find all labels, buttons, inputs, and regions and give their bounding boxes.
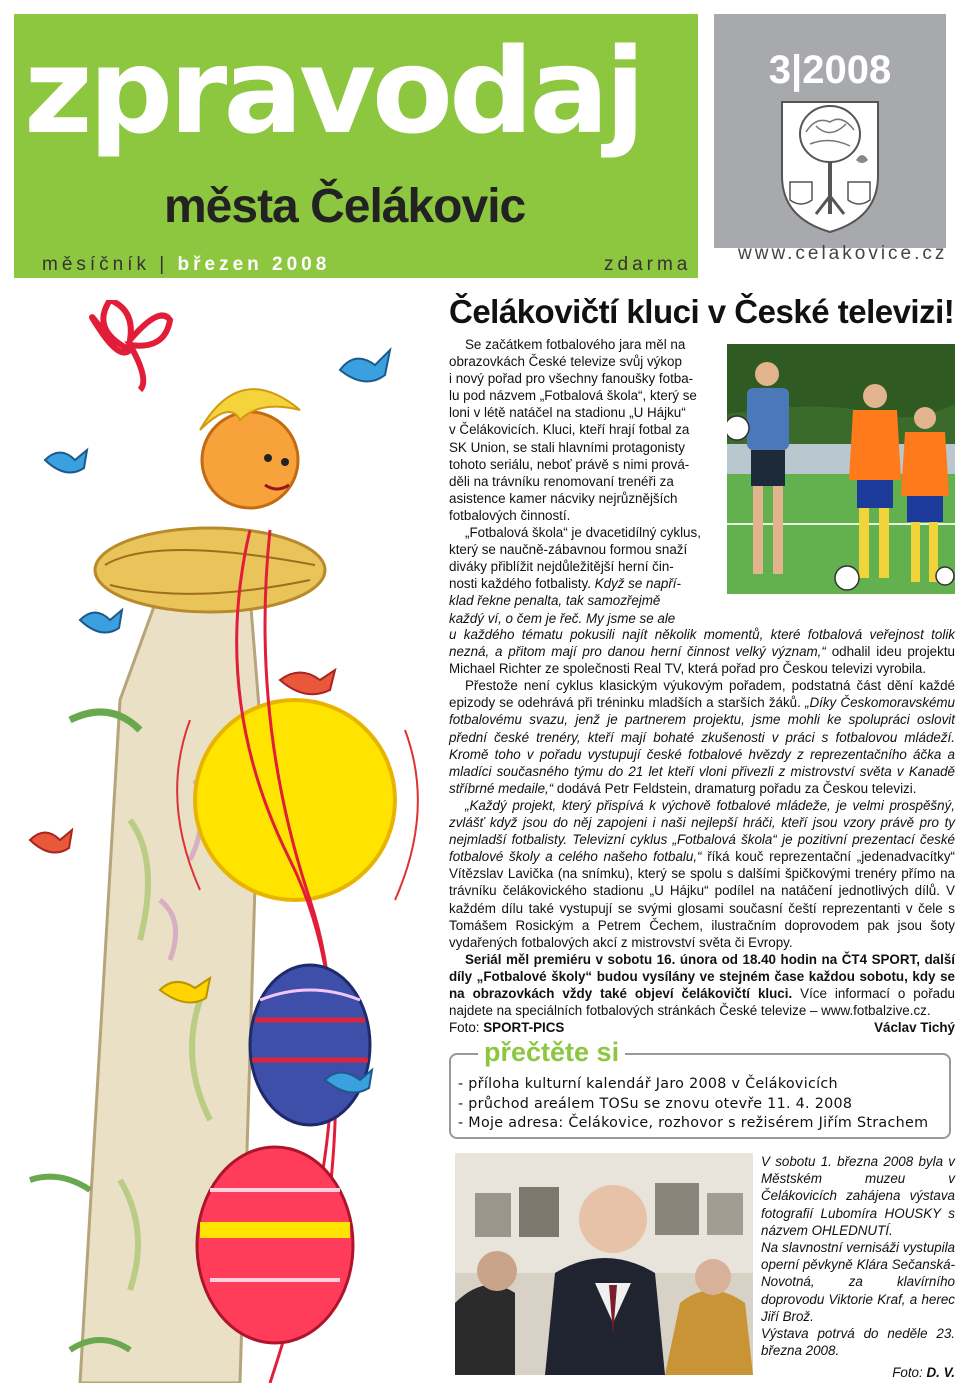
quote-span: klad řekne penalta, tak samozřejmě xyxy=(449,593,661,609)
foto-label: Foto: xyxy=(892,1365,927,1381)
caption-credit xyxy=(761,1364,955,1381)
quote-span: „Díky Českomoravskému fotbalovému svazu, jenž je partnerem projektu, jsme mohli ke spolupráci oslovit přední české trenéry, kteří mají bohaté zkušenosti v práci s fotbalovou mládeží. Kromě toho v pořadu vystupují české fotbalové hvězdy z reprezentačního áčka a mladíci současného týmu do 21 let kteří vloni přivezli z mistrovství světa v Kanadě stříbrné medaile,“ xyxy=(449,695,955,796)
masthead-periodicity xyxy=(42,254,330,276)
text-line: lu pod názvem „Fotbalová škola“, který se xyxy=(449,388,697,404)
text-line: který se naučně-zábavnou formou snaží xyxy=(449,542,688,558)
exhibition-photo xyxy=(455,1153,753,1375)
paragraph xyxy=(449,797,955,951)
text-line: tohoto seriálu, neboť právě s nimi prová- xyxy=(449,456,690,472)
text-span: odhalil ideu projektu Michael Richter ze společnosti Real TV, která pořad pro Českou televizi vyrobila. xyxy=(449,644,955,677)
text-line: děli na trávníku renomovaní trenéři za xyxy=(449,473,674,489)
text-line: obrazovkách České televize svůj výkop xyxy=(449,354,682,370)
quote-span: „Každý projekt, který přispívá k výchově fotbalové mládeže, je velmi prospěšný, zvlášť když jsou do něj zapojeni i naši nejlepší hráči, kteří jsou vzory právě pro ty nejmladší fotbalisty. Televizní cyklus „Fotbalová škola“ je pozitivní prezentací české fotbalové školy a celého našeho fotbalu,“ xyxy=(449,797,955,865)
text-span: Přestože není cyklus klasickým výukovým pořadem, podstatná část dění každé epizody se odehrává při tréninku mladších a starších žáků. xyxy=(449,678,955,711)
text-span: nosti každého fotbalisty. xyxy=(449,576,591,592)
text-line: Se začátkem fotbalového jara měl na xyxy=(465,337,686,352)
foto-credit: D. V. xyxy=(926,1365,955,1381)
issue-date: březen 2008 xyxy=(177,254,331,275)
exhibition-caption xyxy=(761,1153,955,1382)
list-item: - Moje adresa: Čelákovice, rozhovor s režisérem Jiřím Strachem xyxy=(458,1115,929,1131)
football-photo xyxy=(727,344,955,594)
coat-of-arms-icon xyxy=(776,96,884,236)
caption-paragraph: V sobotu 1. března 2008 byla v Městském muzeu v Čelákovicích zahájena výstava fotografií Lubomíra HOUSKY s názvem OHLEDNUTÍ. xyxy=(761,1154,955,1238)
masthead xyxy=(14,14,698,278)
quote-span: u každého tématu pokusili najít několik momentů, které fotbalová veřejnost tolik nezná, a přitom mají pro danou herní činnost velký význam,“ xyxy=(449,627,955,660)
quote-span: Když se napří- xyxy=(594,576,681,592)
text-span: říká kouč reprezentační „jedenadvacítky“ Vítězslav Lavička (na snímku), který se spolu s dalšími špičkovými trenéry přímo na trávníku čelákovického stadionu „U Hájku“ podílel na natáčení jednotlivých dílů. V každém dílu také vystupují se svými glosami současní čeští reprezentanti v čele s Tomášem Rosickým a Petrem Čechem, ilustračním doprovodem pak jsou šoty vydařených fotbalových akcí z mistrovství světa či Evropy. xyxy=(449,849,955,950)
bold-span: Seriál měl premiéru v sobotu 16. února od 18.40 hodin na ČT4 SPORT, další díly „Fotbalové školy“ budou vysílány ve stejném čase každou sobotu, kdy se na obrazovkách vždy také objeví čelákovičtí kluci. xyxy=(449,951,955,1001)
list-item: - průchod areálem TOSu se znovu otevře 11. 4. 2008 xyxy=(458,1095,853,1112)
issue-box xyxy=(714,14,946,248)
foto-label: Foto: xyxy=(449,1020,484,1036)
foto-credit: SPORT-PICS xyxy=(483,1020,565,1036)
text-line: asistence kamer nácviky nejrůznějších xyxy=(449,490,678,506)
paragraph xyxy=(449,677,955,797)
credits-line xyxy=(449,1019,955,1036)
text-line: i nový pořad pro všechny fanoušky fotba- xyxy=(449,371,694,387)
quote-span: každý ví, o čem je řeč. xyxy=(449,610,583,626)
article-intro xyxy=(449,336,719,627)
issue-number: 3|2008 xyxy=(768,48,892,92)
photo-credit xyxy=(449,1019,564,1036)
caption-paragraph: Na slavnostní vernisáži vystupila operní pěvkyně Klára Sečanská-Novotná, za klavírního doprovodu Viktorie Kraf, a herec Jiří Brož. xyxy=(761,1240,955,1324)
quote-span: My jsme se ale xyxy=(585,610,676,626)
monthly-label: měsíčník | xyxy=(42,254,178,275)
text-line: loni v létě natáčel na stadionu „U Hájku“ xyxy=(449,405,686,421)
read-box-title: přečtěte si xyxy=(478,1037,625,1068)
article-body xyxy=(449,626,955,1036)
article-headline: Čelákovičtí kluci v České televizi! xyxy=(449,293,955,330)
free-label: zdarma xyxy=(604,254,692,275)
text-line: fotbalových činností. xyxy=(449,507,571,523)
read-list xyxy=(458,1075,928,1134)
paragraph xyxy=(449,626,955,677)
masthead-title: zpravodaj xyxy=(24,22,642,160)
paragraph xyxy=(449,951,955,1019)
text-line xyxy=(449,592,719,609)
text-span: dodává Petr Feldstein, dramaturg pořadu za Českou televizi. xyxy=(553,780,917,796)
text-line: SK Union, se stali hlavními protagonisty xyxy=(449,439,685,455)
masthead-subtitle: města Čelákovic xyxy=(164,180,526,233)
easter-illustration xyxy=(10,300,450,1383)
caption-paragraph: Výstava potrvá do neděle 23. března 2008. xyxy=(761,1326,955,1359)
text-line: diváky přiblížit nejdůležitější herní čin- xyxy=(449,559,674,575)
author: Václav Tichý xyxy=(874,1020,955,1036)
list-item: - příloha kulturní kalendář Jaro 2008 v Čelákovicích xyxy=(458,1076,838,1092)
website-label: www.celakovice.cz xyxy=(738,243,948,264)
text-line: v Čelákovicích. Kluci, kteří hrají fotbal za xyxy=(449,422,690,438)
text-span: Více informací o pořadu najdete na speciálních fotbalových stránkách České televize – www.fotbalzive.cz. xyxy=(449,985,955,1019)
text-line xyxy=(449,610,719,627)
text-line: „Fotbalová škola“ je dvacetidílný cyklus, xyxy=(465,525,701,541)
text-line xyxy=(449,575,719,592)
